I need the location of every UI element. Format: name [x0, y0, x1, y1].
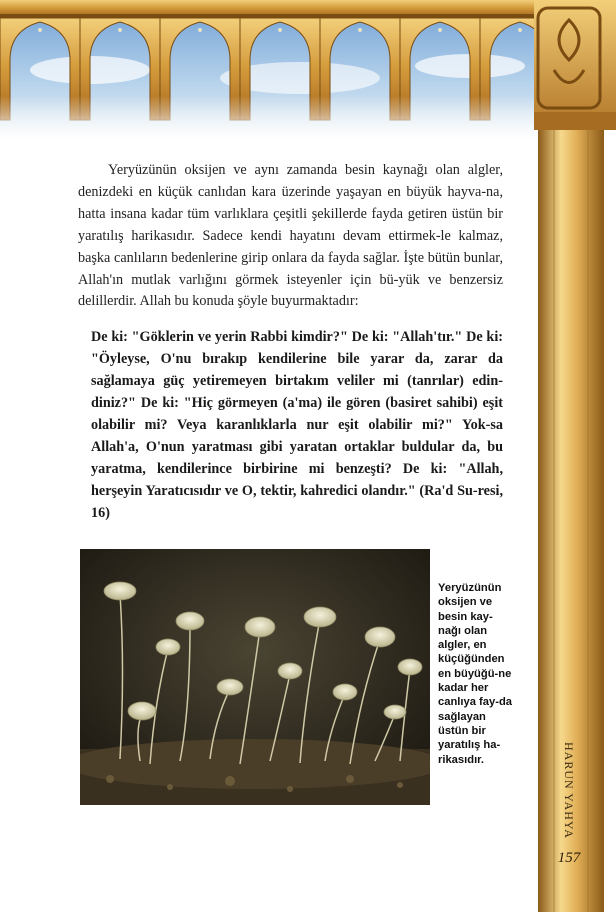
body-paragraph: Yeryüzünün oksijen ve aynı zamanda besin kaynağı olan algler, denizdeki en küçük canlıdan kara üzerinde yaşayan en büyük hayva-na, hatta insana kadar tüm varlıklara çeşitli şekillerde fayda getiren üstün bir yaratılış harikasıdır. Sadece kendi hayatını devam ettirmek-le kalmaz, başka canlıların bedenlerine girip onlara da fayda sağlar. İşte bütün bunlar, Allah'ın mutlak varlığını görmek isteyenler için bü-yük ve benzersiz delillerdir. Allah bu konuda şöyle buyurmaktadır: [78, 162, 503, 310]
author-side-label: HARUN YAHYA [562, 742, 576, 839]
algae-photo [80, 549, 430, 805]
photo-caption: Yeryüzünün oksijen ve besin kay-nağı olan algler, en küçüğünden en büyüğü-ne kadar her canlıya fay-da sağlayan üstün bir yaratılış ha-rikasıdır. [438, 582, 512, 766]
header-arch-illustration [0, 0, 548, 140]
body-text [78, 160, 503, 313]
quran-quote: De ki: "Göklerin ve yerin Rabbi kimdir?" De ki: "Allah'tır." De ki: "Öyleyse, O'nu bırakıp kendilerine bile yarar da, zarar da sağlamaya güç yetiremeyen birtakım veliler mi (tanrılar) edin-diniz?" De ki: "Hiç görmeyen (a'ma) ile gören (basiret sahibi) eşit olabilir mi? Veya karanlıklarla nur eşit olabilir mi?" Yok-sa Allah'a, O'nun yaratması gibi yaratan ortaklar buldular da, bu yaratma, kendilerince birbirine mi benzeşti? De ki: "Allah, herşeyin Yaratıcısıdır ve O, tektir, kahredici olandır." (Ra'd Su-resi, 16) [91, 329, 503, 521]
page-number: 157 [557, 850, 581, 866]
